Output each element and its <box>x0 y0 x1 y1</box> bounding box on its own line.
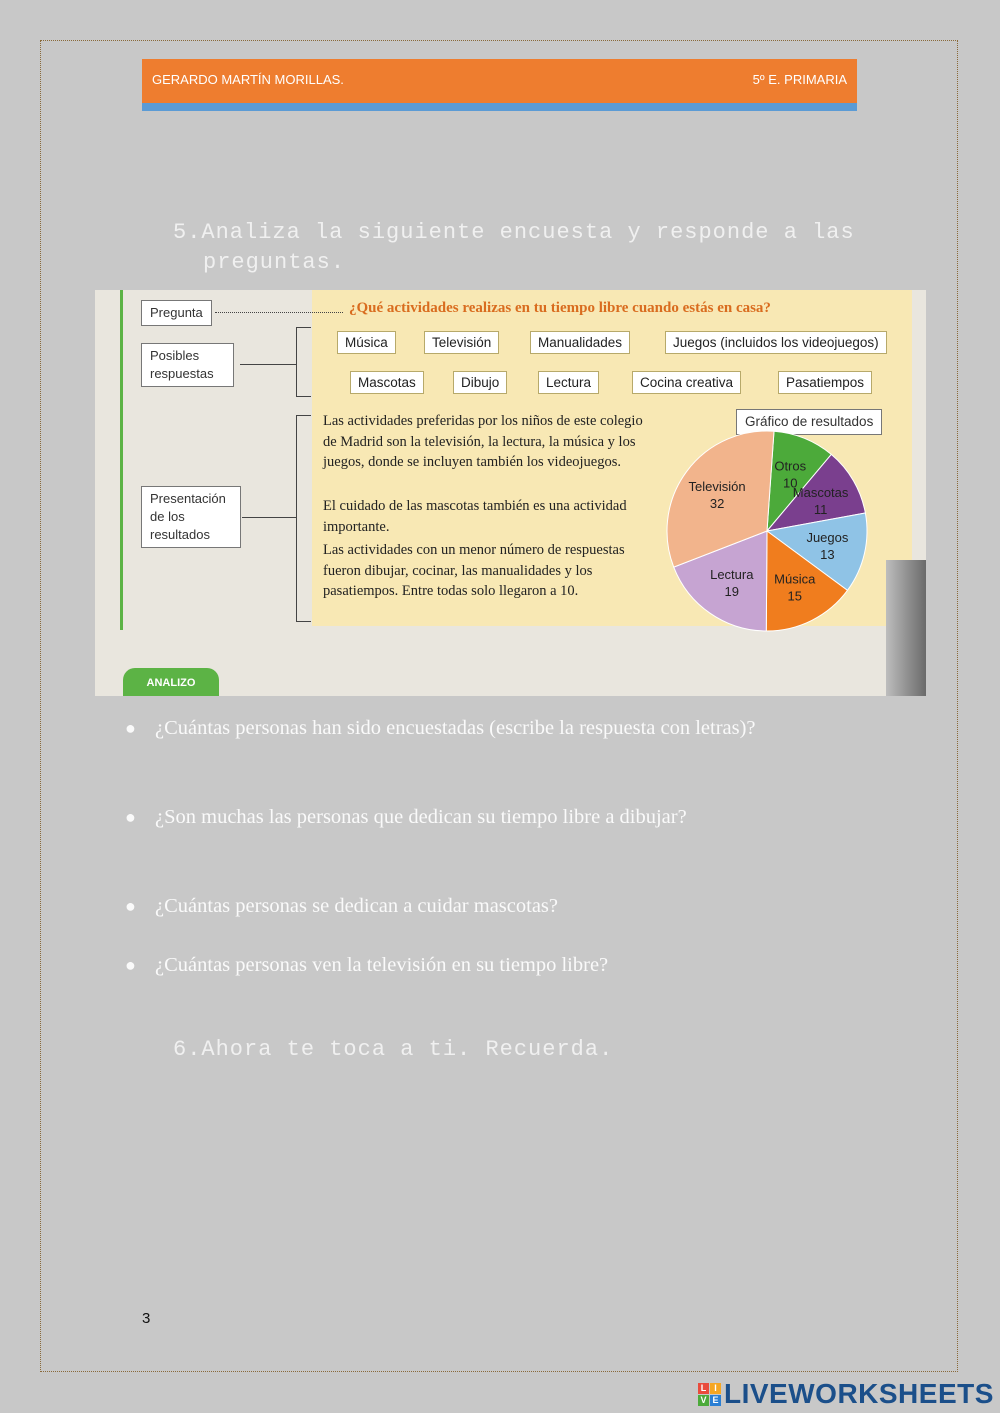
pie-value-lectura: 19 <box>724 584 740 600</box>
header-stripe <box>142 103 857 111</box>
option-manualidades: Manualidades <box>530 331 630 354</box>
list-item <box>125 713 855 743</box>
option-lectura: Lectura <box>538 371 599 394</box>
option-television: Televisión <box>424 331 499 354</box>
analizo-tab: ANALIZO <box>123 668 219 696</box>
label-pregunta: Pregunta <box>141 300 212 326</box>
question-text: ¿Cuántas personas ven la televisión en su tiempo libre? <box>155 954 609 976</box>
pie-label-mascotas: Mascotas <box>792 484 849 500</box>
survey-question: ¿Qué actividades realizas en tu tiempo libre cuando estás en casa? <box>349 300 771 316</box>
question-5-line1: 5.Analiza la siguiente encuesta y responde a las <box>173 220 855 245</box>
question-5-title <box>173 218 873 278</box>
results-paragraph-1: Las actividades preferidas por los niños de este colegio de Madrid son la televisión, la lectura, la música y los juegos, donde se incluyen también los videojuegos. <box>323 413 643 470</box>
option-dibujo: Dibujo <box>453 371 507 394</box>
pie-value-música: 15 <box>787 588 802 604</box>
pie-value-televisión: 32 <box>709 496 725 512</box>
label-posibles-respuestas: Posibles respuestas <box>141 343 234 387</box>
pie-label-juegos: Juegos <box>806 529 849 545</box>
option-juegos: Juegos (incluidos los videojuegos) <box>665 331 887 354</box>
page-number: 3 <box>142 1310 151 1327</box>
pie-value-mascotas: 11 <box>813 501 828 517</box>
chart-label: Gráfico de resultados <box>736 409 882 435</box>
label-presentacion-resultados: Presentación de los resultados <box>141 486 241 548</box>
option-pasatiempos: Pasatiempos <box>778 371 872 394</box>
list-item <box>125 802 855 832</box>
results-paragraph-2: El cuidado de las mascotas también es una actividad importante. <box>323 498 627 535</box>
survey-textbook-image <box>95 290 926 696</box>
liveworksheets-logo <box>698 1378 994 1410</box>
question-5-line2: preguntas. <box>203 250 346 275</box>
question-text: ¿Son muchas las personas que dedican su tiempo libre a dibujar? <box>155 806 687 828</box>
pie-chart <box>95 290 926 696</box>
logo-mark-icon: L I V E <box>698 1383 721 1406</box>
pie-label-televisión: Televisión <box>688 479 746 495</box>
logo-text: LIVEWORKSHEETS <box>724 1378 994 1409</box>
list-item <box>125 950 855 980</box>
option-mascotas: Mascotas <box>350 371 424 394</box>
grade-label: 5º E. PRIMARIA <box>752 72 847 87</box>
page-header <box>142 59 857 103</box>
question-6-title: 6.Ahora te toca a ti. Recuerda. <box>173 1037 614 1062</box>
pie-label-música: Música <box>774 571 816 587</box>
option-cocina-creativa: Cocina creativa <box>632 371 741 394</box>
pie-value-otros: 10 <box>783 475 798 491</box>
results-paragraph-3: Las actividades con un menor número de respuestas fueron dibujar, cocinar, las manualidades y los pasatiempos. Entre todas solo llegaron a 10. <box>323 542 625 599</box>
option-musica: Música <box>337 331 396 354</box>
bullet-dot: ● <box>125 807 136 827</box>
author-name: GERARDO MARTÍN MORILLAS. <box>152 72 344 87</box>
page-shadow <box>886 560 926 696</box>
bullet-dot: ● <box>125 896 136 916</box>
bullet-dot: ● <box>125 955 136 975</box>
question-text: ¿Cuántas personas han sido encuestadas (escribe la respuesta con letras)? <box>155 717 756 739</box>
pie-label-otros: Otros <box>774 458 807 474</box>
question-text: ¿Cuántas personas se dedican a cuidar mascotas? <box>155 895 559 917</box>
bullet-dot: ● <box>125 718 136 738</box>
pie-label-lectura: Lectura <box>710 567 754 583</box>
list-item <box>125 891 855 921</box>
pie-value-juegos: 13 <box>820 546 835 562</box>
